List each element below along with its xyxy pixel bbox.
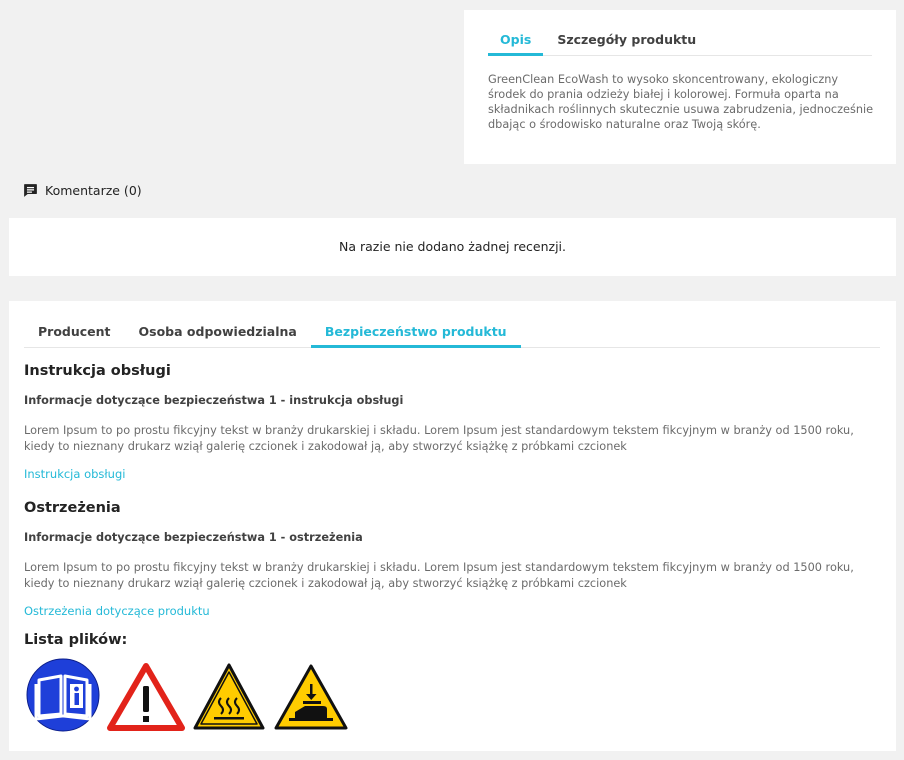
general-warning-icon[interactable] [107,662,185,732]
reviews-panel [9,218,896,276]
files-list-title: Lista plików: [24,632,128,648]
warnings-body: Lorem Ipsum to po prostu fikcyjny tekst w branży drukarskiej i składu. Lorem Ipsum jest standardowym tekstem fikcyjnym w branży od 1500 roku, kiedy to nieznany drukarz wziął galerię czcionek i zakodował ją, aby stworzyć książkę z próbkami czcionek [24,561,854,590]
instructions-body: Lorem Ipsum to po prostu fikcyjny tekst w branży drukarskiej i składu. Lorem Ipsum jest standardowym tekstem fikcyjnym w branży od 1500 roku, kiedy to nieznany drukarz wziął galerię czcionek i zakodował ją, aby stworzyć książkę z próbkami czcionek [24,424,854,453]
warnings-link[interactable]: Ostrzeżenia dotyczące produktu [24,604,210,618]
hot-surface-icon[interactable] [192,662,266,732]
comment-icon [22,182,39,199]
product-safety-panel [9,301,896,751]
instructions-link[interactable]: Instrukcja obsługi [24,467,126,481]
comments-count-label: Komentarze (0) [45,183,142,198]
tab-product-safety[interactable]: Bezpieczeństwo produktu [311,323,521,347]
tab-manufacturer[interactable]: Producent [38,324,111,339]
instructions-title: Instrukcja obsługi [24,363,171,379]
read-manual-icon[interactable] [26,658,100,732]
description-panel [464,10,896,164]
files-list [26,658,349,732]
product-description-text: GreenClean EcoWash to wysoko skoncentrowany, ekologiczny środek do prania odzieży białej i kolorowej. Formuła oparta na składnikach roślinnych skutecznie usuwa zabrudzenia, jednocześnie dbając o środowisko naturalne oraz Twoją skórę. [488,73,874,131]
tab-description[interactable]: Opis [488,30,543,55]
no-reviews-message: Na razie nie dodano żadnej recenzji. [339,239,566,254]
instructions-subtitle: Informacje dotyczące bezpieczeństwa 1 - instrukcja obsługi [24,394,404,407]
warnings-subtitle: Informacje dotyczące bezpieczeństwa 1 - ostrzeżenia [24,531,363,544]
safety-tabs [24,323,880,348]
warnings-title: Ostrzeżenia [24,500,121,516]
comments-header [22,182,142,199]
tab-product-details[interactable]: Szczegóły produktu [557,32,697,47]
tab-responsible-person[interactable]: Osoba odpowiedzialna [138,324,297,339]
description-tabs [488,30,872,56]
crush-hazard-icon[interactable] [273,662,349,732]
